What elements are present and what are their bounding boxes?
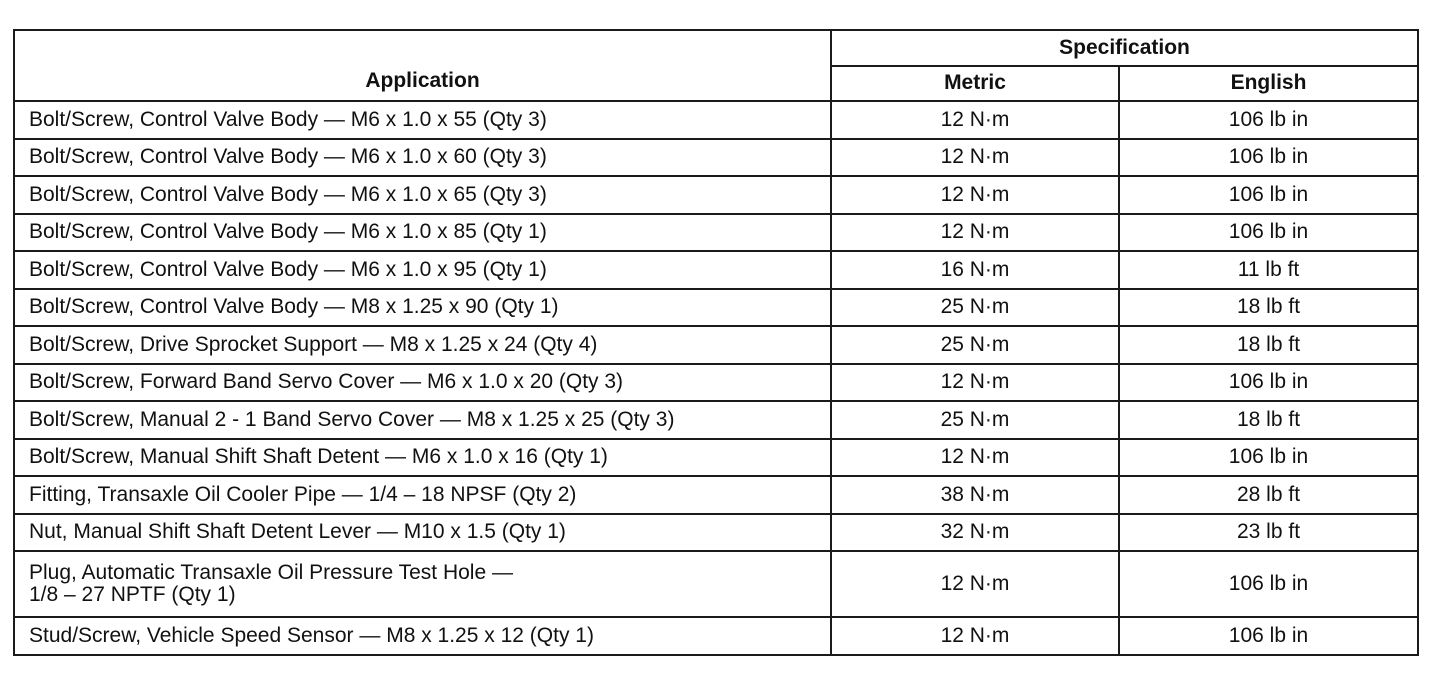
metric-cell: 38 N·m — [831, 476, 1119, 514]
english-cell: 106 lb in — [1119, 439, 1418, 477]
application-cell: Bolt/Screw, Control Valve Body — M6 x 1.0 x 55 (Qty 3) — [14, 101, 831, 139]
application-cell: Bolt/Screw, Control Valve Body — M8 x 1.25 x 90 (Qty 1) — [14, 289, 831, 327]
english-cell: 106 lb in — [1119, 214, 1418, 252]
table-row — [14, 139, 1418, 177]
english-cell: 106 lb in — [1119, 176, 1418, 214]
application-cell: Bolt/Screw, Control Valve Body — M6 x 1.0 x 60 (Qty 3) — [14, 139, 831, 177]
torque-spec-table — [13, 29, 1419, 656]
metric-cell: 12 N·m — [831, 139, 1119, 177]
english-cell: 106 lb in — [1119, 551, 1418, 617]
application-line-1: Plug, Automatic Transaxle Oil Pressure Test Hole — — [29, 560, 513, 584]
specification-header: Specification — [831, 30, 1418, 66]
metric-cell: 16 N·m — [831, 251, 1119, 289]
english-cell: 23 lb ft — [1119, 514, 1418, 552]
metric-cell: 12 N·m — [831, 551, 1119, 617]
table-row — [14, 251, 1418, 289]
application-cell — [14, 551, 831, 617]
table-row — [14, 364, 1418, 402]
english-cell: 106 lb in — [1119, 101, 1418, 139]
table-row — [14, 439, 1418, 477]
metric-cell: 25 N·m — [831, 289, 1119, 327]
application-cell: Stud/Screw, Vehicle Speed Sensor — M8 x 1.25 x 12 (Qty 1) — [14, 617, 831, 655]
application-cell: Fitting, Transaxle Oil Cooler Pipe — 1/4 – 18 NPSF (Qty 2) — [14, 476, 831, 514]
english-cell: 18 lb ft — [1119, 289, 1418, 327]
metric-cell: 12 N·m — [831, 364, 1119, 402]
table-row — [14, 176, 1418, 214]
english-cell: 106 lb in — [1119, 364, 1418, 402]
table-row — [14, 617, 1418, 655]
application-cell: Bolt/Screw, Control Valve Body — M6 x 1.0 x 65 (Qty 3) — [14, 176, 831, 214]
application-cell: Bolt/Screw, Control Valve Body — M6 x 1.0 x 95 (Qty 1) — [14, 251, 831, 289]
metric-header: Metric — [831, 66, 1119, 101]
english-cell: 106 lb in — [1119, 617, 1418, 655]
table-row — [14, 476, 1418, 514]
english-header: English — [1119, 66, 1418, 101]
table-row — [14, 101, 1418, 139]
metric-cell: 12 N·m — [831, 101, 1119, 139]
english-cell: 18 lb ft — [1119, 326, 1418, 364]
metric-cell: 25 N·m — [831, 326, 1119, 364]
table-row — [14, 401, 1418, 439]
table-row — [14, 551, 1418, 617]
application-cell: Bolt/Screw, Forward Band Servo Cover — M6 x 1.0 x 20 (Qty 3) — [14, 364, 831, 402]
application-cell: Bolt/Screw, Manual 2 - 1 Band Servo Cover — M8 x 1.25 x 25 (Qty 3) — [14, 401, 831, 439]
application-header: Application — [14, 30, 831, 101]
metric-cell: 12 N·m — [831, 214, 1119, 252]
table-row — [14, 214, 1418, 252]
table-row — [14, 514, 1418, 552]
english-cell: 18 lb ft — [1119, 401, 1418, 439]
metric-cell: 25 N·m — [831, 401, 1119, 439]
application-cell: Bolt/Screw, Drive Sprocket Support — M8 x 1.25 x 24 (Qty 4) — [14, 326, 831, 364]
application-cell: Bolt/Screw, Manual Shift Shaft Detent — M6 x 1.0 x 16 (Qty 1) — [14, 439, 831, 477]
application-cell: Nut, Manual Shift Shaft Detent Lever — M10 x 1.5 (Qty 1) — [14, 514, 831, 552]
metric-cell: 12 N·m — [831, 439, 1119, 477]
metric-cell: 32 N·m — [831, 514, 1119, 552]
table-row — [14, 326, 1418, 364]
application-cell: Bolt/Screw, Control Valve Body — M6 x 1.0 x 85 (Qty 1) — [14, 214, 831, 252]
english-cell: 11 lb ft — [1119, 251, 1418, 289]
metric-cell: 12 N·m — [831, 176, 1119, 214]
english-cell: 106 lb in — [1119, 139, 1418, 177]
metric-cell: 12 N·m — [831, 617, 1119, 655]
application-line-2: 1/8 – 27 NPTF (Qty 1) — [29, 583, 236, 606]
table-row — [14, 289, 1418, 327]
english-cell: 28 lb ft — [1119, 476, 1418, 514]
